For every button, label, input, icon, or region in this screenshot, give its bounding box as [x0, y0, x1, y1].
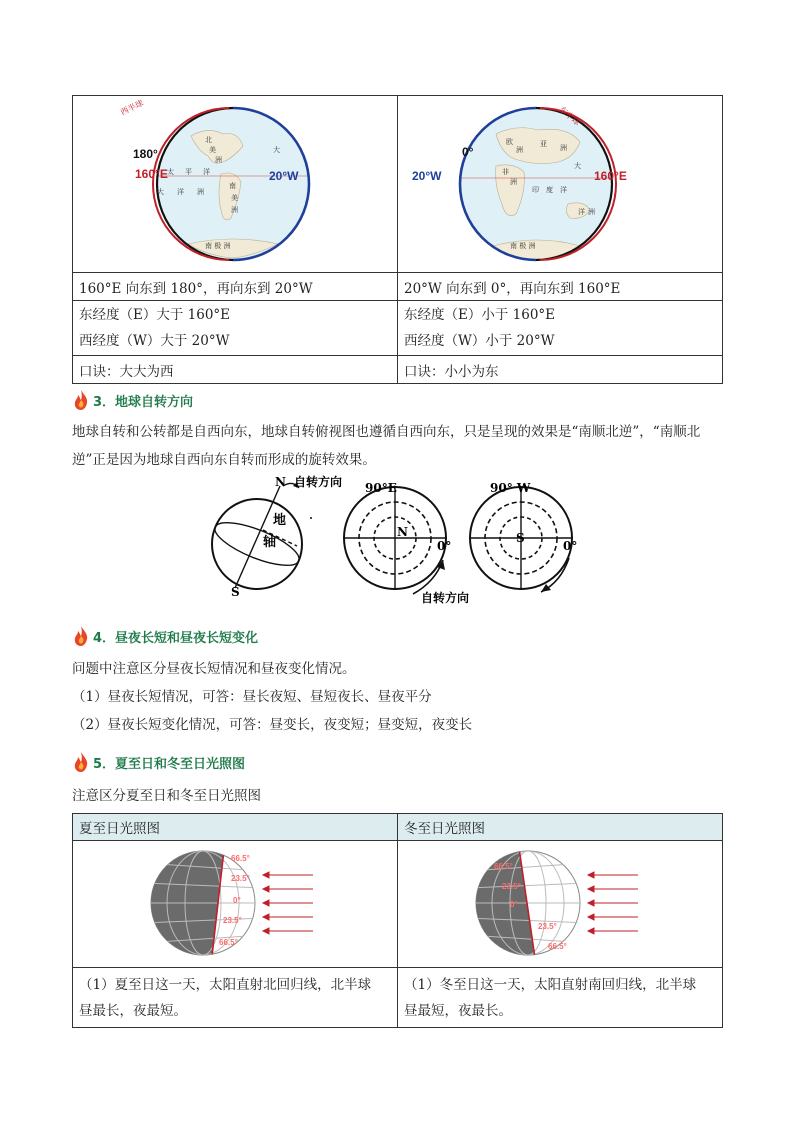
svg-text:平: 平 [185, 168, 192, 176]
summer-description [73, 968, 398, 1028]
winter-desc-line-1: （1）冬至日这一天，太阳直射南回归线，北半球 [404, 976, 697, 993]
winter-solstice-header: 冬至日光照图 [398, 814, 723, 841]
summer-solstice-header: 夏至日光照图 [73, 814, 398, 841]
west-route-text: 160°E 向东到 180°，再向东到 20°W [73, 273, 398, 301]
svg-text:洋: 洋 [578, 208, 585, 216]
summer-solstice-cell [73, 841, 398, 968]
west-rule-west: 西经度（W）大于 20°W [79, 333, 230, 349]
west-hemisphere-cell [73, 96, 398, 273]
winter-desc-line-2: 昼最短，夜最长。 [404, 1002, 512, 1019]
section-4-body [72, 655, 722, 739]
west-map-west-label: 20°W [269, 169, 299, 183]
section-4-line-2: （1）昼夜长短情况，可答：昼长夜短、昼短夜长、昼夜平分 [72, 689, 432, 705]
winter-label-2: 23.5° [502, 882, 521, 891]
west-map-east-label: 160°E [135, 167, 168, 181]
east-rule-west: 西经度（W）小于 20°W [404, 333, 555, 349]
svg-text:南 极 洲: 南 极 洲 [205, 242, 231, 250]
west-hemisphere-label: 西半球 [119, 98, 145, 117]
svg-text:洲: 洲 [560, 144, 567, 152]
flame-icon [72, 751, 90, 773]
west-mnemonic: 口诀：大大为西 [73, 356, 398, 384]
svg-text:南 极 洲: 南 极 洲 [510, 242, 536, 250]
axis-char-2: 轴 [263, 535, 277, 550]
winter-label-5: 66.5° [548, 942, 567, 951]
section-4-title: 4．昼夜长短和昼夜长短变化 [93, 630, 259, 646]
summer-desc-line-1: （1）夏至日这一天，太阳直射北回归线，北半球 [79, 976, 372, 993]
section-5-intro: 注意区分夏至日和冬至日光照图 [72, 788, 261, 804]
svg-text:北: 北 [205, 136, 212, 144]
section-4-line-3: （2）昼夜长短变化情况，可答：昼变长，夜变短；昼变短，夜变长 [72, 717, 473, 733]
summer-desc-line-2: 昼最长，夜最短。 [79, 1002, 187, 1019]
svg-text:非: 非 [502, 168, 509, 176]
east-route-text: 20°W 向东到 0°，再向东到 160°E [398, 273, 723, 301]
east-hemisphere-label: 东半球 [557, 104, 582, 128]
east-map-center-label: 0° [462, 145, 474, 159]
section-5-heading [72, 750, 245, 774]
summer-solstice-diagram [73, 841, 397, 963]
globe-south-label: S [231, 585, 240, 599]
section-4-heading [72, 624, 258, 648]
svg-text:洋: 洋 [560, 186, 567, 194]
east-map-east-label: 160°E [594, 169, 627, 183]
west-hemisphere-map [73, 96, 397, 268]
svg-text:大: 大 [574, 162, 581, 170]
rotation-diagram [205, 472, 595, 612]
winter-sunray-arrows [588, 872, 638, 934]
east-map-west-label: 20°W [412, 169, 442, 183]
north-view-top-label: 90°E [365, 481, 397, 495]
svg-text:美: 美 [209, 146, 216, 154]
north-view-center-label: N [397, 525, 408, 539]
winter-description [398, 968, 723, 1028]
bottom-rotation-label: 自转方向 [421, 591, 470, 605]
winter-label-1: 66.5° [494, 862, 513, 871]
svg-text:亚: 亚 [540, 140, 547, 148]
summer-label-4: 23.5° [223, 916, 242, 925]
section-3-heading [72, 388, 193, 412]
svg-text:洋: 洋 [177, 188, 184, 196]
winter-label-3: 0° [510, 900, 518, 909]
section-3-paragraph: 地球自转和公转都是自西向东，地球自转俯视图也遵循自西向东，只是呈现的效果是“南顺北逆”，“南顺北逆”正是因为地球自西向东自转而形成的旋转效果。 [72, 424, 701, 468]
svg-text:太: 太 [167, 168, 174, 176]
east-hemisphere-cell [398, 96, 723, 273]
winter-solstice-diagram [398, 841, 722, 963]
svg-text:印: 印 [532, 186, 539, 194]
svg-text:洲: 洲 [588, 208, 595, 216]
svg-text:美: 美 [231, 194, 238, 202]
flame-icon [72, 389, 90, 411]
section-3-title: 3．地球自转方向 [93, 394, 194, 410]
section-5-title: 5．夏至日和冬至日光照图 [93, 756, 246, 772]
svg-text:度: 度 [546, 186, 553, 194]
hemisphere-table [72, 95, 723, 384]
summer-label-2: 23.5° [231, 874, 250, 883]
top-rotation-label: 自转方向 [294, 475, 343, 489]
svg-text:洲: 洲 [510, 178, 517, 186]
west-rule-east: 东经度（E）大于 160°E [79, 307, 231, 323]
summer-label-1: 66.5° [231, 854, 250, 863]
svg-text:洲: 洲 [215, 156, 222, 164]
svg-text:洲: 洲 [197, 188, 204, 196]
east-longitude-rule [398, 301, 723, 356]
north-view-right-label: 0° [437, 539, 452, 553]
south-view-center-label: S [516, 531, 525, 545]
west-longitude-rule [73, 301, 398, 356]
solstice-table [72, 813, 723, 1028]
summer-label-5: 66.5° [219, 938, 238, 947]
west-map-center-label: 180° [133, 147, 158, 161]
east-hemisphere-map [398, 96, 722, 268]
svg-text:洋: 洋 [203, 168, 210, 176]
flame-icon [72, 625, 90, 647]
summer-label-3: 0° [233, 896, 241, 905]
svg-text:洲: 洲 [231, 206, 238, 214]
svg-text:欧: 欧 [506, 138, 513, 146]
winter-label-4: 23.5° [538, 922, 557, 931]
east-rule-east: 东经度（E）小于 160°E [404, 307, 556, 323]
svg-text:南: 南 [229, 182, 236, 190]
axis-char-1: 地 [273, 513, 287, 528]
svg-text:大: 大 [157, 188, 164, 196]
east-mnemonic: 口诀：小小为东 [398, 356, 723, 384]
south-view-right-label: 0° [563, 539, 578, 553]
globe-north-label: N [275, 475, 286, 489]
svg-text:洲: 洲 [516, 146, 523, 154]
winter-solstice-cell [398, 841, 723, 968]
summer-sunray-arrows [263, 872, 313, 934]
svg-text:大: 大 [273, 146, 280, 154]
south-view-top-label: 90° W [490, 481, 531, 495]
section-4-line-1: 问题中注意区分昼夜长短情况和昼夜变化情况。 [72, 661, 356, 677]
